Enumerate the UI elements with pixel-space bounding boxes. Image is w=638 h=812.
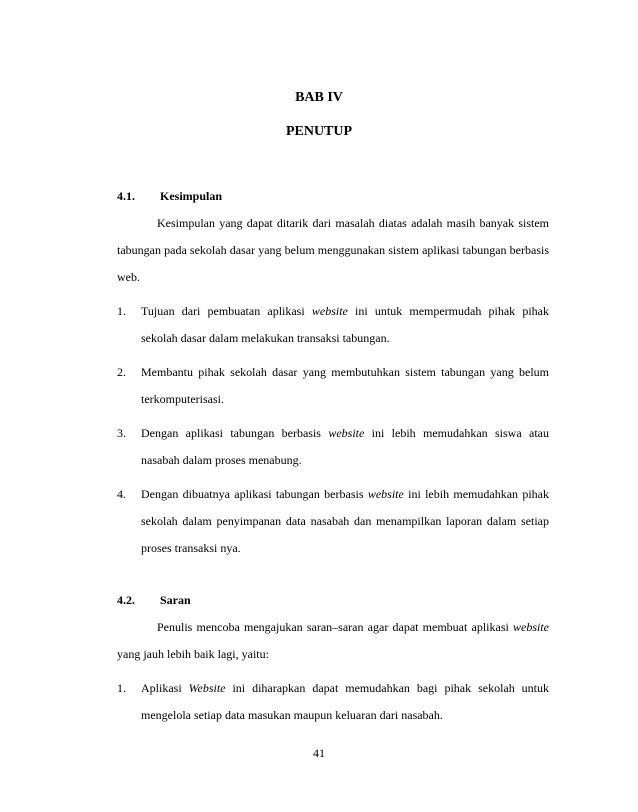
list-item-emphasis: Website	[188, 681, 226, 695]
section-heading-saran	[117, 593, 191, 608]
chapter-title: PENUTUP	[285, 124, 353, 139]
list-item-text: ini lebih memudahkan siswa atau nasabah dalam proses menabung.	[141, 426, 549, 467]
list-item-number: 1.	[117, 681, 126, 695]
saran-intro	[117, 614, 549, 668]
chapter-label: BAB IV	[295, 90, 343, 105]
list-item	[117, 359, 549, 413]
list-item-text: ini untuk mempermudah pihak pihak sekolah dasar dalam melakukan transaksi tabungan.	[141, 304, 549, 345]
list-item-text: Dengan dibuatnya aplikasi tabungan berbasis	[141, 487, 368, 501]
list-item-text: Tujuan dari pembuatan aplikasi	[141, 304, 312, 318]
section-heading-kesimpulan	[117, 189, 222, 204]
section-number: 4.2.	[117, 593, 135, 607]
list-item-number: 4.	[117, 487, 126, 501]
saran-intro-emphasis: website	[513, 620, 549, 634]
kesimpulan-intro: Kesimpulan yang dapat ditarik dari masalah diatas adalah masih banyak sistem tabungan pada sekolah dasar yang belum menggunakan sistem aplikasi tabungan berbasis web.	[117, 216, 549, 284]
list-item-text: Membantu pihak sekolah dasar yang membutuhkan sistem tabungan yang belum terkomputerisasi.	[141, 365, 549, 406]
list-item	[117, 298, 549, 352]
saran-intro-text: Penulis mencoba mengajukan saran–saran agar dapat membuat aplikasi	[157, 620, 513, 634]
list-item-number: 3.	[117, 426, 126, 440]
list-item-emphasis: website	[367, 487, 404, 501]
kesimpulan-list	[117, 298, 549, 569]
list-item-text: Aplikasi	[141, 681, 189, 695]
list-item-text: ini diharapkan dapat memudahkan bagi pihak sekolah untuk mengelola setiap data masukan maupun keluaran dari nasabah.	[141, 681, 550, 722]
list-item-text: ini lebih memudahkan pihak sekolah dalam penyimpanan data nasabah dan menampilkan laporan dalam setiap proses transaksi nya.	[141, 487, 550, 555]
section-title: Kesimpulan	[160, 189, 223, 203]
list-item	[117, 675, 549, 729]
saran-list	[117, 675, 549, 736]
list-item	[117, 481, 549, 562]
list-item-emphasis: website	[311, 304, 348, 318]
saran-intro-text: yang jauh lebih baik lagi, yaitu:	[117, 647, 269, 661]
section-number: 4.1.	[117, 189, 135, 203]
list-item-emphasis: website	[328, 426, 365, 440]
section-title: Saran	[160, 593, 191, 607]
list-item-text: Dengan aplikasi tabungan berbasis	[141, 426, 329, 440]
list-item-number: 2.	[117, 365, 126, 379]
list-item	[117, 420, 549, 474]
page-number: 41	[313, 746, 325, 760]
list-item-number: 1.	[117, 304, 126, 318]
